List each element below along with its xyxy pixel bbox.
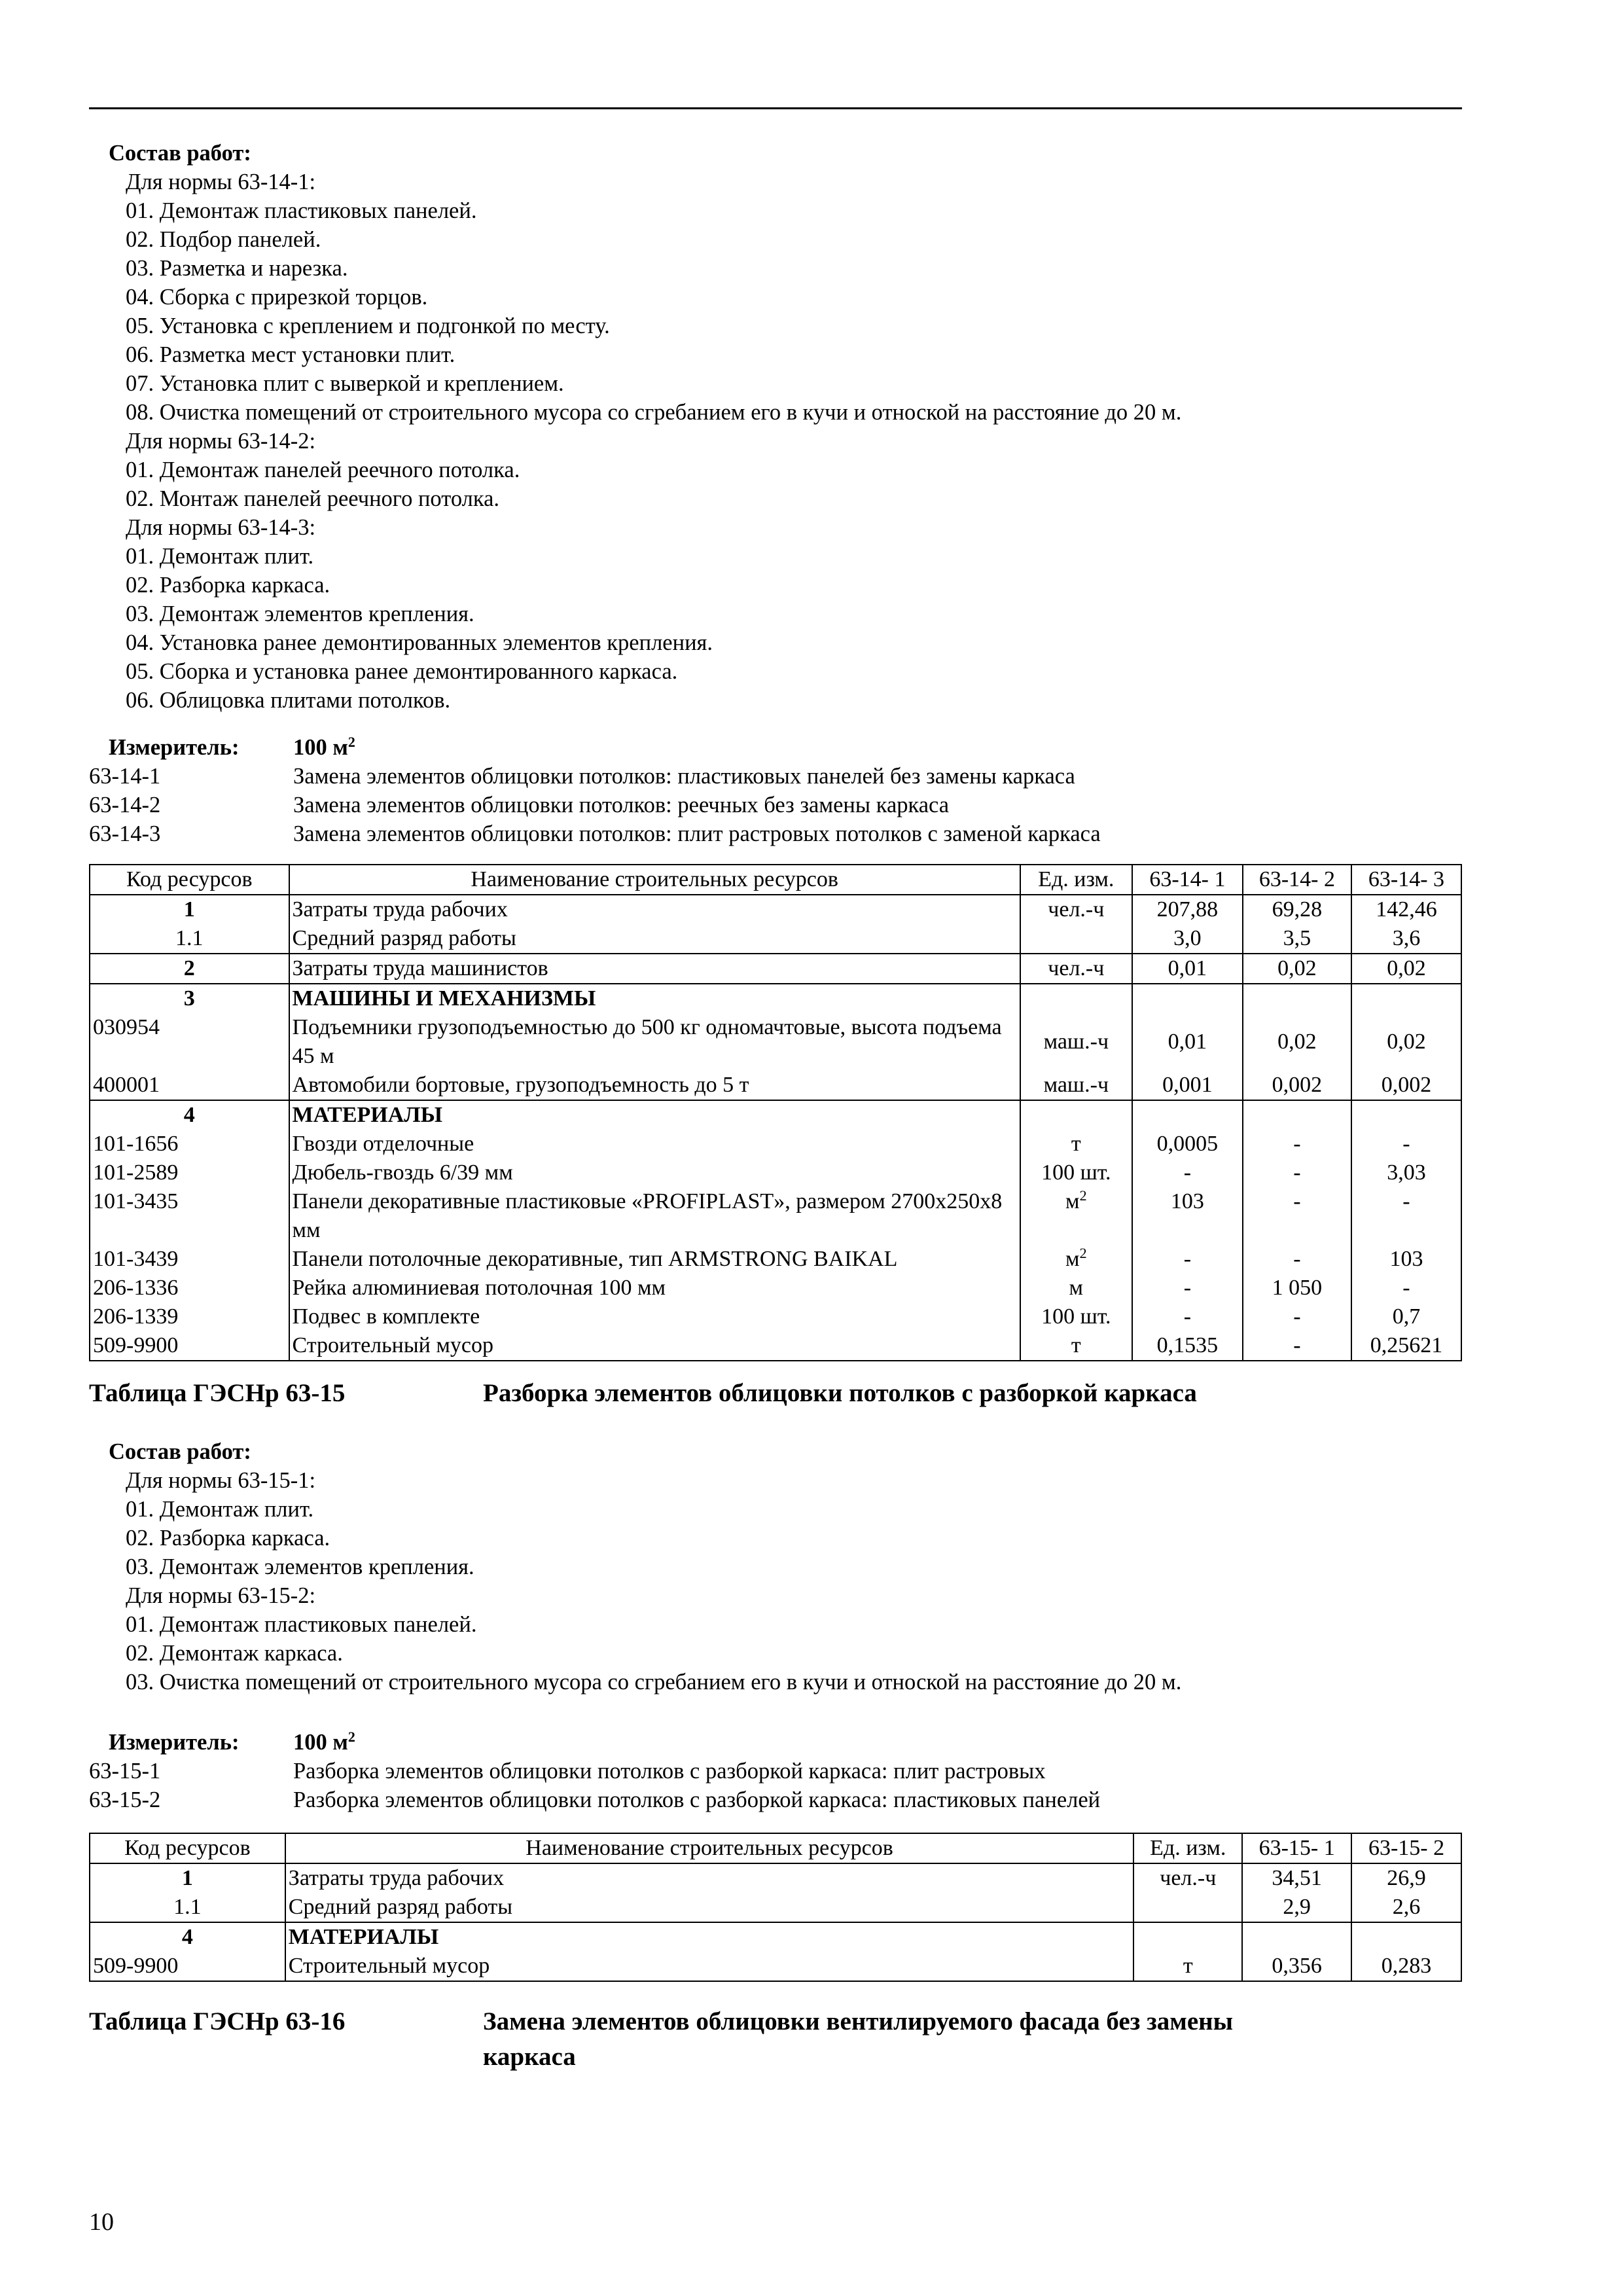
norm-description: Замена элементов облицовки потолков: реечных без замены каркаса <box>293 793 950 817</box>
table-title-text-continued: каркаса <box>483 2043 576 2071</box>
work-line: Для нормы 63-15-1: <box>126 1468 316 1493</box>
work-line: 06. Облицовка плитами потолков. <box>126 688 451 713</box>
norm-description: Разборка элементов облицовки потолков с разборкой каркаса: пластиковых панелей <box>293 1787 1101 1812</box>
work-line: 01. Демонтаж плит. <box>126 1497 314 1522</box>
work-composition-63-14 <box>89 139 1476 715</box>
table-row: 1 Затраты труда рабочих чел.-ч 34,51 26,9 <box>90 1863 1461 1893</box>
work-line: 08. Очистка помещений от строительного мусора со сгребанием его в кучи и отноской на расстояние до 20 м. <box>126 400 1182 425</box>
table-row: 101-1656 Гвозди отделочные т 0,0005 - - <box>90 1130 1461 1158</box>
table-row: 1.1 Средний разряд работы 3,0 3,5 3,6 <box>90 924 1461 954</box>
column-header: Наименование строительных ресурсов <box>289 865 1020 895</box>
page-number: 10 <box>89 2208 114 2236</box>
work-line: 04. Сборка с прирезкой торцов. <box>126 285 428 310</box>
work-line: 03. Очистка помещений от строительного мусора со сгребанием его в кучи и отноской на расстояние до 20 м. <box>126 1670 1182 1695</box>
header-rule <box>89 107 1462 109</box>
table-title-text: Разборка элементов облицовки потолков с разборкой каркаса <box>483 1379 1197 1407</box>
measure-label: Измеритель: <box>109 1730 240 1755</box>
column-header: Наименование строительных ресурсов <box>285 1833 1134 1863</box>
unit-cell: $м^2$ <box>1020 1245 1132 1274</box>
table-title-label: Таблица ГЭСНр 63-16 <box>89 2007 346 2036</box>
table-row: 509-9900 Строительный мусор т 0,1535 - 0,25621 <box>90 1331 1461 1361</box>
norm-code: 63-14-1 <box>89 764 161 789</box>
work-line: 01. Демонтаж пластиковых панелей. <box>126 1612 477 1637</box>
column-header: Код ресурсов <box>90 865 289 895</box>
table-row: 206-1336 Рейка алюминиевая потолочная 100 мм м - 1 050 - <box>90 1274 1461 1302</box>
work-line: 03. Демонтаж элементов крепления. <box>126 1554 474 1579</box>
measure-value: 100 $м^2$ <box>293 734 355 760</box>
work-line: 01. Демонтаж плит. <box>126 544 314 569</box>
work-line: Для нормы 63-14-1: <box>126 170 316 194</box>
work-line: Для нормы 63-14-3: <box>126 515 316 540</box>
work-composition-heading: Состав работ: <box>109 1439 251 1464</box>
norm-description: Замена элементов облицовки потолков: пластиковых панелей без замены каркаса <box>293 764 1075 789</box>
column-header: 63-15- 1 <box>1242 1833 1351 1863</box>
work-line: 02. Подбор панелей. <box>126 227 321 252</box>
work-line: 02. Разборка каркаса. <box>126 1526 330 1551</box>
table-section-row: 4 МАТЕРИАЛЫ <box>90 1100 1461 1130</box>
table-title-text: Замена элементов облицовки вентилируемого фасада без замены <box>483 2007 1234 2036</box>
norm-code: 63-15-1 <box>89 1759 161 1784</box>
column-header: Ед. изм. <box>1020 865 1132 895</box>
work-line: 02. Демонтаж каркаса. <box>126 1641 343 1666</box>
table-row: 1.1 Средний разряд работы 2,9 2,6 <box>90 1893 1461 1922</box>
column-header: 63-15- 2 <box>1351 1833 1461 1863</box>
work-line: 03. Демонтаж элементов крепления. <box>126 601 474 626</box>
table-row: 2 Затраты труда машинистов чел.-ч 0,01 0,02 0,02 <box>90 954 1461 984</box>
work-line: 04. Установка ранее демонтированных элементов крепления. <box>126 630 713 655</box>
table-row: 101-3439 Панели потолочные декоративные, тип ARMSTRONG BAIKAL $м^2$ - - 103 <box>90 1245 1461 1274</box>
table-row: 206-1339 Подвес в комплекте 100 шт. - - 0,7 <box>90 1302 1461 1331</box>
table-section-row: 4 МАТЕРИАЛЫ <box>90 1922 1461 1952</box>
work-line: 06. Разметка мест установки плит. <box>126 342 455 367</box>
norm-code: 63-14-3 <box>89 821 161 846</box>
norm-description: Замена элементов облицовки потолков: плит растровых потолков с заменой каркаса <box>293 821 1101 846</box>
table-title-label: Таблица ГЭСНр 63-15 <box>89 1379 346 1407</box>
measure-value: 100 $м^2$ <box>293 1729 355 1755</box>
table-header-row <box>90 865 1461 895</box>
column-header: Код ресурсов <box>90 1833 285 1863</box>
work-line: 03. Разметка и нарезка. <box>126 256 348 281</box>
unit-cell: $м^2$ <box>1020 1187 1132 1245</box>
work-line: 01. Демонтаж пластиковых панелей. <box>126 198 477 223</box>
work-composition-63-15 <box>89 1437 1476 1696</box>
work-line: 01. Демонтаж панелей реечного потолка. <box>126 457 520 482</box>
table-row: 400001 Автомобили бортовые, грузоподъемность до 5 т маш.-ч 0,001 0,002 0,002 <box>90 1071 1461 1100</box>
column-header: 63-14- 3 <box>1351 865 1461 895</box>
work-composition-heading: Состав работ: <box>109 141 251 166</box>
table-row: 101-2589 Дюбель-гвоздь 6/39 мм 100 шт. - - 3,03 <box>90 1158 1461 1187</box>
table-header-row <box>90 1833 1461 1863</box>
work-line: 02. Монтаж панелей реечного потолка. <box>126 486 500 511</box>
norm-code: 63-14-2 <box>89 793 161 817</box>
measure-block-63-15 <box>89 1728 1476 1814</box>
norm-description: Разборка элементов облицовки потолков с разборкой каркаса: плит растровых <box>293 1759 1046 1784</box>
work-line: Для нормы 63-14-2: <box>126 429 316 454</box>
table-row: 509-9900 Строительный мусор т 0,356 0,283 <box>90 1952 1461 1981</box>
measure-block-63-14 <box>89 733 1476 848</box>
table-section-row: 3 МАШИНЫ И МЕХАНИЗМЫ <box>90 984 1461 1013</box>
work-line: 05. Установка с креплением и подгонкой по месту. <box>126 314 610 338</box>
measure-label: Измеритель: <box>109 735 240 760</box>
norm-code: 63-15-2 <box>89 1787 161 1812</box>
work-line: Для нормы 63-15-2: <box>126 1583 316 1608</box>
resources-table-63-14 <box>89 864 1462 1361</box>
table-row: 101-3435 Панели декоративные пластиковые «PROFIPLAST», размером 2700х250х8 мм $м^2$ 103 - - <box>90 1187 1461 1245</box>
work-line: 02. Разборка каркаса. <box>126 573 330 598</box>
table-row: 1 Затраты труда рабочих чел.-ч 207,88 69,28 142,46 <box>90 895 1461 924</box>
table-row: 030954 Подъемники грузоподъемностью до 500 кг одномачтовые, высота подъема 45 м маш.-ч 0,01 0,02 0,02 <box>90 1013 1461 1071</box>
resources-table-63-15 <box>89 1833 1462 1982</box>
work-line: 05. Сборка и установка ранее демонтированного каркаса. <box>126 659 678 684</box>
column-header: Ед. изм. <box>1133 1833 1242 1863</box>
column-header: 63-14- 1 <box>1132 865 1243 895</box>
column-header: 63-14- 2 <box>1243 865 1351 895</box>
work-line: 07. Установка плит с выверкой и креплением. <box>126 371 564 396</box>
